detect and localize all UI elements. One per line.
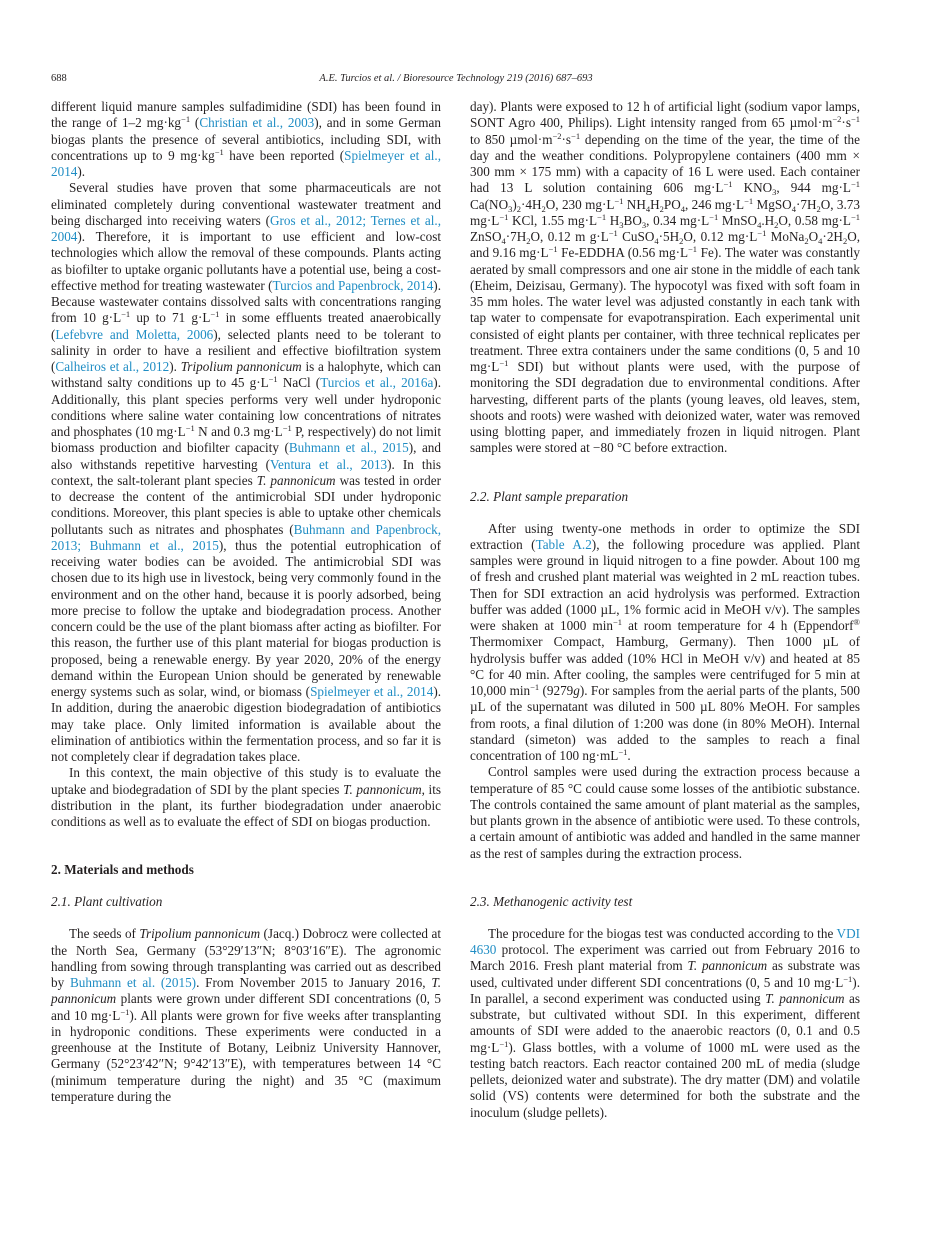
paragraph-pharmaceuticals: Several studies have proven that some pharmaceuticals are not eliminated completely during conventional wastewater treatment and being discharged into receiving waters (Gros et al., 2012; Ternes et al., 2004). Therefore, it is important to use efficient and low-cost technologies which allow the removal of these compounds. Plants acting as biofilter to uptake organic pollutants have a potential use, being a cost-effective method for treating wastewater (Turcios and Papenbrock, 2014). Because wastewater contains dissolved salts with concentrations ranging from 10 $g\cdot L^{-1}$ up to 71 $g\cdot L^{-1}$ in some effluents treated anaerobically (Lefebvre and Moletta, 2006), selected plants need to be tolerant to salinity in order to have a resilient and effective biofiltration system (Calheiros et al., 2012). Tripolium pannonicum is a halophyte, which can withstand salty conditions up to 45 $g\cdot L^{-1}$ NaCl (Turcios et al., 2016a). Additionally, this plant species performs very well under hydroponic conditions where saline water containing low concentrations of nitrates and phosphates (10 $mg\cdot L^{-1}$ N and 0.3 $mg\cdot L^{-1}$ P, respectively) do not limit biomass production and biofilter capacity (Buhmann et al., 2015), and also withstands repetitive harvesting (Ventura et al., 2013). In this context, the salt-tolerant plant species T. pannonicum was tested in order to decrease the content of the antimicrobial SDI under hydroponic conditions. Moreover, this plant species is able to uptake other chemicals pollutants such as nitrates and phosphates (Buhmann and Papenbrock, 2013; Buhmann et al., 2015), thus the potential eutrophication of receiving water bodies can be avoided. The antimicrobial SDI was chosen due to its high use in livestock, being very commonly found in the environment and on the other hand, because it is poorly adsorbed, being more precise to follow the uptake and biodegradation process. Another concern could be the use of the plant biomass after acting as biofilter. For this reason, the further use of this plant material for biogas production is proposed, being a renewable energy. By year 2020, 20% of the energy demand within the European Union should be generated by renewable energy systems such as solar, wind, or biomass (Spielmeyer et al., 2014). In addition, during the anaerobic digestion biodegradation of antibiotics may take place. Only limited information is available about the elimination of antibiotics within the fermentation process, and so far it is not completely clear if degradation takes place. [51,180,442,764]
table-reference-link[interactable]: Table A.2 [535,536,592,552]
paragraph-intro-continued: different liquid manure samples sulfadimidine (SDI) has been found in the range of 1–2 $mg\cdot kg^{-1}$ (Christian et al., 2003), and in some German biogas plants the presence of several antibiotics, including SDI, with concentrations up to 9 $mg\cdot kg^{-1}$ have been reported (Spielmeyer et al., 2014). [51,99,441,179]
running-head [51,73,861,87]
citation-link[interactable]: Spielmeyer et al., 2014 [310,684,434,699]
paragraph-objective: In this context, the main objective of this study is to evaluate the uptake and biodegradation of SDI by the plant species T. pannonicum, its distribution in the plant, its further biodegradation under anaerobic conditions as well as to evaluate the effect of SDI on biogas production. [51,765,441,829]
right-column [470,99,860,1121]
citation-link[interactable]: Lefebvre and Moletta, 2006 [55,326,214,342]
subsection-heading-plant-cultivation: 2.1. Plant cultivation [51,894,163,910]
citation-link[interactable]: VDI 4630 [470,925,860,957]
subsection-heading-methanogenic-test: 2.3. Methanogenic activity test [470,893,633,909]
left-column [51,99,441,1105]
page-number: 688 [51,73,67,84]
citation-link[interactable]: Ventura et al., 2013 [269,456,388,472]
section-heading-materials-methods: 2. Materials and methods [51,862,194,878]
citation-link[interactable]: Christian et al., 2003 [199,115,315,131]
paragraph-control-samples: Control samples were used during the extraction process because a temperature of 85 °C could cause some losses of the antibiotic substance. The controls contained the same amount of plant material as the samples, but plants grown in the absence of antibiotic were used. To these controls, a certain amount of antibiotic was added and handled in the same manner as the rest of samples during the extraction process. [470,764,860,861]
citation-link[interactable]: Buhmann et al. (2015) [69,975,197,990]
subsection-heading-sample-preparation: 2.2. Plant sample preparation [470,488,629,504]
paragraph-plant-cultivation: The seeds of Tripolium pannonicum (Jacq.) Dobrocz were collected at the North Sea, Germany (53°29′13″N; 8°03′16″E). The agronomic handling from sowing through transplanting was carried out as described by Buhmann et al. (2015). From November 2015 to January 2016, T. pannonicum plants were grown under different SDI concentrations (0, 5 and 10 $mg\cdot L^{-1}$). All plants were grown for five weeks after transplanting in hydroponic conditions. These experiments were conducted in a greenhouse at the Institute of Botany, Leibniz University Hannover, Germany (52°23′42″N; 9°42′13″E), with temperatures between 14 °C (minimum temperature during the night) and 35 °C (maximum temperature during the [51,926,441,1104]
paragraph-cultivation-continued: day). Plants were exposed to 12 h of artificial light (sodium vapor lamps, SONT Agro 400, Philips). Light intensity ranged from 65 $\mu mol\cdot m^{-2}\cdot s^{-1}$ to 850 $\mu mol\cdot m^{-2}\cdot s^{-1}$ depending on the time of the year, the time of the day and the weather conditions. Polypropylene containers (400 mm × 300 mm × 175 mm) with a capacity of 16 L were used. Each container had 13 L solution containing 606 $mg\cdot L^{-1}$ $KNO_3$, 944 $mg\cdot L^{-1}$ $Ca(NO_3)_2\cdot 4H_2O$, 230 $mg\cdot L^{-1}$ $NH_4H_2PO_4$, 246 $mg\cdot L^{-1}$ $MgSO_4\cdot 7H_2O$, 3.73 $mg\cdot L^{-1}$ KCl, 1.55 $mg\cdot L^{-1}$ $H_3BO_3$, 0.34 $mg\cdot L^{-1}$ $MnSO_4.H_2O$, 0.58 $mg\cdot L^{-1}$ $ZnSO_4\cdot 7H_2O$, 0.12 m $g\cdot L^{-1}$ $CuSO_4\cdot 5H_2O$, 0.12 $mg\cdot L^{-1}$ $MoNa_2O_4\cdot 2H_2O$, and 9.16 $mg\cdot L^{-1}$ Fe-EDDHA (0.56 $mg\cdot L^{-1}$ Fe). The water was constantly aerated by small compressors and one air stone in the middle of each tank (Eheim, Deizisau, Germany). The hypocotyl was fixed with soft foam in 35 mm holes. The water level was adjusted constantly in each tank with tap water to compensate for evapotranspiration. Each experimental unit consisted of eight plants per container, with three technical replicates per treatment. Three extra containers under the same conditions (0, 5 and 10 $mg\cdot L^{-1}$ SDI) but without plants were used, with the purpose of monitoring the SDI degradation due to environmental conditions. After harvesting, different parts of the plants (young leaves, old leaves, stem, shoots and roots) were washed with deionized water, water was removed using blotting paper, and immediately frozen in liquid nitrogen. Plant samples were stored at −80 °C before extraction. [470,99,861,456]
journal-citation: A.E. Turcios et al. / Bioresource Technology 219 (2016) 687–693 [319,73,593,84]
citation-link[interactable]: Buhmann et al., 2015 [288,440,409,456]
citation-link[interactable]: Turcios and Papenbrock, 2014 [272,277,434,293]
citation-link[interactable]: Calheiros et al., 2012 [55,359,170,374]
citation-link[interactable]: Gros et al., 2012; Ternes et al., 2004 [51,212,441,244]
paragraph-methanogenic-test: The procedure for the biogas test was conducted according to the VDI 4630 protocol. The experiment was carried out from February 2016 to March 2016. Fresh plant material from T. pannonicum as substrate was used, cultivated under different SDI concentrations (0, 5 and 10 $mg\cdot L^{-1}$). In parallel, a second experiment was conducted using T. pannonicum as substrate, but cultivated without SDI. In this experiment, different amounts of SDI were added to the anaerobic reactors (0, 0.1 and 0.5 $mg\cdot L^{-1}$). Glass bottles, with a volume of 1000 mL were used as the testing batch reactors. Each reactor contained 200 mL of media (sludge pellets, deionized water and substrate). The dry matter (DM) and volatile solid (VS) contents were determined for both the substrate and the inoculum (sludge pellets). [470,925,860,1120]
citation-link[interactable]: Turcios et al., 2016a [320,375,434,391]
paragraph-sample-preparation: After using twenty-one methods in order to optimize the SDI extraction (Table A.2), the following procedure was applied. Plant samples were ground in liquid nitrogen to a fine powder. About 100 mg of fresh and crushed plant material was weighted in 2 mL reaction tubes. Then for SDI extraction an acid hydrolysis was performed. Extraction buffer was added (1000 µL, 1% formic acid in MeOH v/v). The samples were shaken at 1000 $\min^{-1}$ at room temperature for 4 h (Eppendorf® Thermomixer Compact, Hamburg, Germany). Then 1000 µL of hydrolysis buffer was added (10% HCl in MeOH v/v) and heated at 85 °C for 40 min. After cooling, the samples were centrifuged for 5 min at 10,000 $\min^{-1} (9279g)$. For samples from the aerial parts of the plants, 500 µL of the supernatant was diluted in 500 µL 80% MeOH. For samples from roots, a final dilution of 1:200 was done (in 80% MeOH). Internal standard (simeton) was added to the samples to reach a final concentration of 100 $ng\cdot mL^{-1}$. [470,520,861,763]
citation-link[interactable]: Spielmeyer et al., 2014 [51,147,441,179]
citation-link[interactable]: Buhmann and Papenbrock, 2013; Buhmann et al., 2015 [51,521,442,553]
